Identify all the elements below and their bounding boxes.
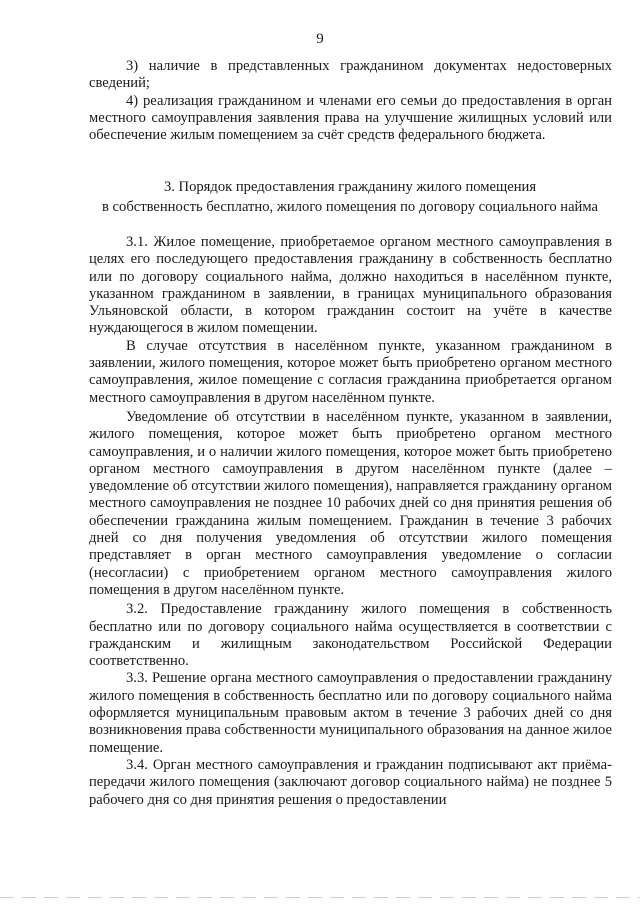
scan-edge-mark xyxy=(0,897,640,898)
body-text-main xyxy=(89,234,612,809)
paragraph-3-4: 3.4. Орган местного самоуправления и гражданин подписывают акт приёма-передачи жилого помещения (заключают договор социального найма) не позднее 5 рабочего дня со дня принятия решения о предоставлении xyxy=(89,756,612,808)
paragraph: Уведомление об отсутствии в населённом пункте, указанном в заявлении, жилого помещения, которое может быть приобретено органом местного самоуправления, и о наличии жилого помещения, которое может быть приобретено органом местного самоуправления в другом населённом пункте (далее – уведомление об отсутствии жилого помещения), направляется гражданину органом местного самоуправления не позднее 10 рабочих дней со дня принятия решения об обеспечении гражданина жилым помещением. Гражданин в течение 3 рабочих дней со дня получения уведомления об отсутствии жилого помещения представляет в орган местного самоуправления уведомление о согласии (несогласии) с приобретением органом местного самоуправления жилого помещения в другом населённом пункте. xyxy=(89,408,612,598)
body-text-top xyxy=(89,58,612,144)
paragraph-3-3: 3.3. Решение органа местного самоуправления о предоставлении гражданину жилого помещения в собственность бесплатно или по договору социального найма оформляется муниципальным правовым актом в течение 3 рабочих дней со дня возникновения права собственности муниципального образования на данное жилое помещение. xyxy=(89,670,612,756)
paragraph-3-2: 3.2. Предоставление гражданину жилого помещения в собственность бесплатно или по договору социального найма осуществляется в соответствии с гражданским и жилищным законодательством Российской Федерации соответственно. xyxy=(89,601,612,670)
paragraph-3-1: 3.1. Жилое помещение, приобретаемое органом местного самоуправления в целях его последующего предоставления гражданину в собственность бесплатно или по договору социального найма, должно находиться в населённом пункте, указанном гражданином в заявлении, в границах муниципального образования Ульяновской области, в котором гражданин состоит на учёте в качестве нуждающегося в жилом помещении. xyxy=(89,234,612,337)
heading-line: 3. Порядок предоставления гражданину жилого помещения xyxy=(163,179,537,195)
heading-line: в собственность бесплатно, жилого помещения по договору социального найма xyxy=(102,199,598,215)
paragraph: 3) наличие в представленных гражданином документах недостоверных сведений; xyxy=(89,58,612,92)
section-heading xyxy=(80,177,620,217)
page-number: 9 xyxy=(316,31,324,47)
paragraph: В случае отсутствия в населённом пункте, указанном гражданином в заявлении, жилого помещения, которое может быть приобретено органом местного самоуправления, жилое помещение с согласия гражданина приобретается органом местного самоуправления в другом населённом пункте. xyxy=(89,337,612,406)
paragraph: 4) реализация гражданином и членами его семьи до предоставления в орган местного самоуправления заявления права на улучшение жилищных условий или обеспечение жилым помещением за счёт средств федерального бюджета. xyxy=(89,92,612,144)
